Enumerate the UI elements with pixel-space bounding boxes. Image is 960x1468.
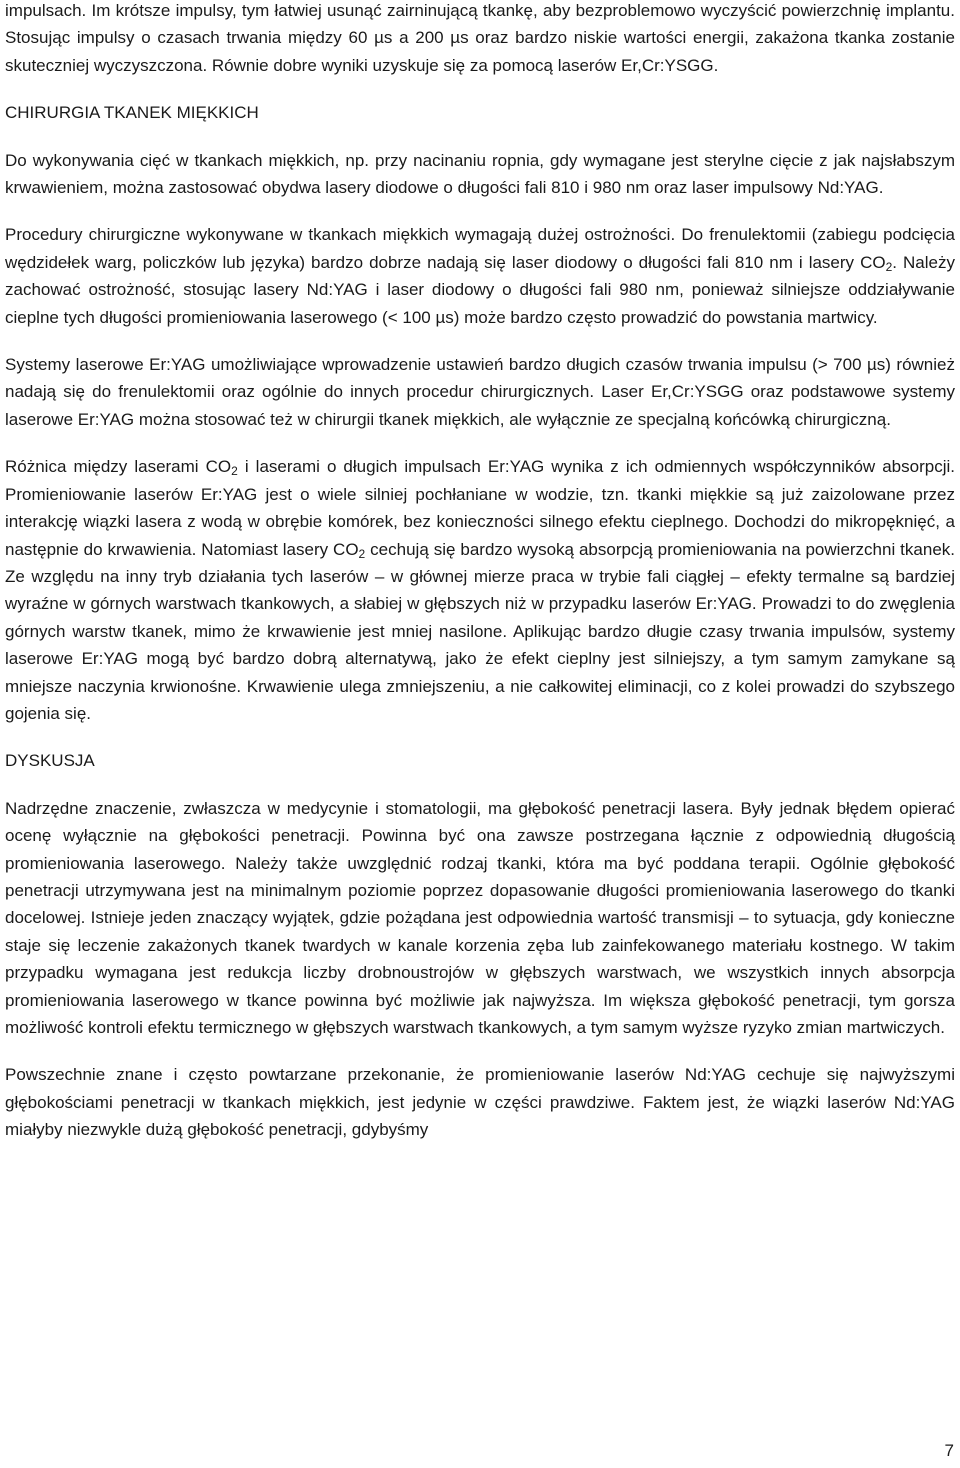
page-number: 7 [944, 1441, 954, 1460]
paragraph-text: cechują się bardzo wysoką absorpcją promieniowania na powierzchni tkanek. Ze względu na inny tryb działania tych laserów – w głównej mierze praca w trybie fali ciągłej – efekty termalne są bardziej wyraźne w górnych warstwach tkankowych, a słabiej w głębszych niż w przypadku laserów Er:YAG. Prowadzi to do zwęglenia górnych warstw tkanek, mimo że krwawienie jest mniej nasilone. Aplikując bardzo długie czasy trwania impulsów, systemy laserowe Er:YAG mogą być bardzo dobrą alternatywą, jako że efekt cieplny jest silniejszy, a tym samym zamykane są mniejsze naczynia krwionośne. Krwawienie ulega zmniejszeniu, a nie całkowitej eliminacji, co z kolei prowadzi do szybszego gojenia się. [5, 539, 955, 723]
paragraph-text: . Należy zachować ostrożność, stosując lasery Nd:YAG i laser diodowy o długości fali 980 nm, ponieważ silniejsze oddziaływanie cieplne tych długości promieniowania laserowego (< 100 µs) może bardzo często prowadzić do powstania martwicy. [5, 252, 955, 327]
subscript: 2 [885, 259, 893, 274]
document-page [5, 0, 955, 1144]
subscript: 2 [231, 464, 238, 479]
paragraph-frenulectomy [5, 221, 955, 331]
paragraph-eryag-systems: Systemy laserowe Er:YAG umożliwiające wprowadzenie ustawień bardzo długich czasów trwania impulsu (> 700 µs) również nadają się do frenulektomii oraz ogólnie do innych procedur chirurgicznych. Laser Er,Cr:YSGG oraz podstawowe systemy laserowe Er:YAG można stosować też w chirurgii tkanek miękkich, ale wyłącznie ze specjalną końcówką chirurgiczną. [5, 355, 955, 429]
paragraph-text: Procedury chirurgiczne wykonywane w tkankach miękkich wymagają dużej ostrożności. Do frenulektomii (zabiegu podcięcia wędzidełek warg, policzków lub języka) bardzo dobrze nadają się laser diodowy o długości fali 810 nm i lasery CO [5, 225, 955, 272]
heading-discussion: DYSKUSJA [5, 751, 95, 771]
subscript: 2 [358, 546, 366, 561]
paragraph-penetration-depth: Nadrzędne znaczenie, zwłaszcza w medycynie i stomatologii, ma głębokość penetracji lasera. Były jednak błędem opierać ocenę wyłącznie na głębokości penetracji. Powinna być ona zawsze postrzegana łącznie z odpowiednią długością promieniowania laserowego. Należy także uwzględnić rodzaj tkanki, która ma być poddana terapii. Ogólnie głębokość penetracji utrzymywana jest na minimalnym poziomie poprzez dopasowanie długości promieniowania laserowego do tkanki docelowej. Istnieje jeden znaczący wyjątek, gdzie pożądana jest odpowiednia wartość transmisji – to sytuacja, gdy konieczne staje się leczenie zakażonych tkanek twardych w kanale korzenia zęba lub zainfekowanego materiału kostnego. W takim przypadku wymagana jest redukcja liczby drobnoustrojów w głębszych warstwach, we wszystkich innych absorpcja promieniowania laserowego w tkance powinna być możliwie jak najwyższa. Im większa głębokość penetracji, tym gorsza możliwość kontroli efektu termicznego w głębszych warstwach tkankowych, a tym samym wyższe ryzyko zmian martwiczych. [5, 798, 955, 1037]
paragraph-co2-vs-eryag [5, 453, 955, 727]
paragraph-text: Różnica między laserami CO [5, 457, 232, 477]
paragraph-soft-tissue-cuts: Do wykonywania cięć w tkankach miękkich, np. przy nacinaniu ropnia, gdy wymagane jest sterylne cięcie z jak najsłabszym krwawieniem, można zastosować obydwa lasery diodowe o długości fali 810 i 980 nm oraz laser impulsowy Nd:YAG. [5, 150, 955, 198]
paragraph-ndyag-belief: Powszechnie znane i często powtarzane przekonanie, że promieniowanie laserów Nd:YAG cechuje się najwyższymi głębokościami penetracji w tkankach miękkich, jest jedynie w części prawdziwe. Faktem jest, że wiązki laserów Nd:YAG miałyby niezwykle dużą głębokość penetracji, gdybyśmy [5, 1065, 955, 1140]
heading-soft-tissue-surgery: CHIRURGIA TKANEK MIĘKKICH [5, 103, 259, 123]
paragraph-implant-cleaning: impulsach. Im krótsze impulsy, tym łatwiej usunąć zairninującą tkankę, aby bezproblemowo wyczyścić powierzchnię implantu. Stosując impulsy o czasach trwania między 60 µs a 200 µs oraz bardzo niskie wartości energii, zakażona tkanka zostanie skuteczniej wyczyszczona. Równie dobre wyniki uzyskuje się za pomocą laserów Er,Cr:YSGG. [5, 1, 955, 75]
paragraph-text: i laserami o długich impulsach Er:YAG wynika z ich odmiennych współczynników absorpcji. Promieniowanie laserów Er:YAG jest o wiele silniej pochłaniane w wodzie, tzn. tkanki miękkie są już zaizolowane przez interakcję wiązki lasera z wodą w obrębie komórek, bez konieczności silnego efektu cieplnego. Dochodzi do mikropęknięć, a następnie do krwawienia. Natomiast lasery CO [5, 457, 955, 559]
